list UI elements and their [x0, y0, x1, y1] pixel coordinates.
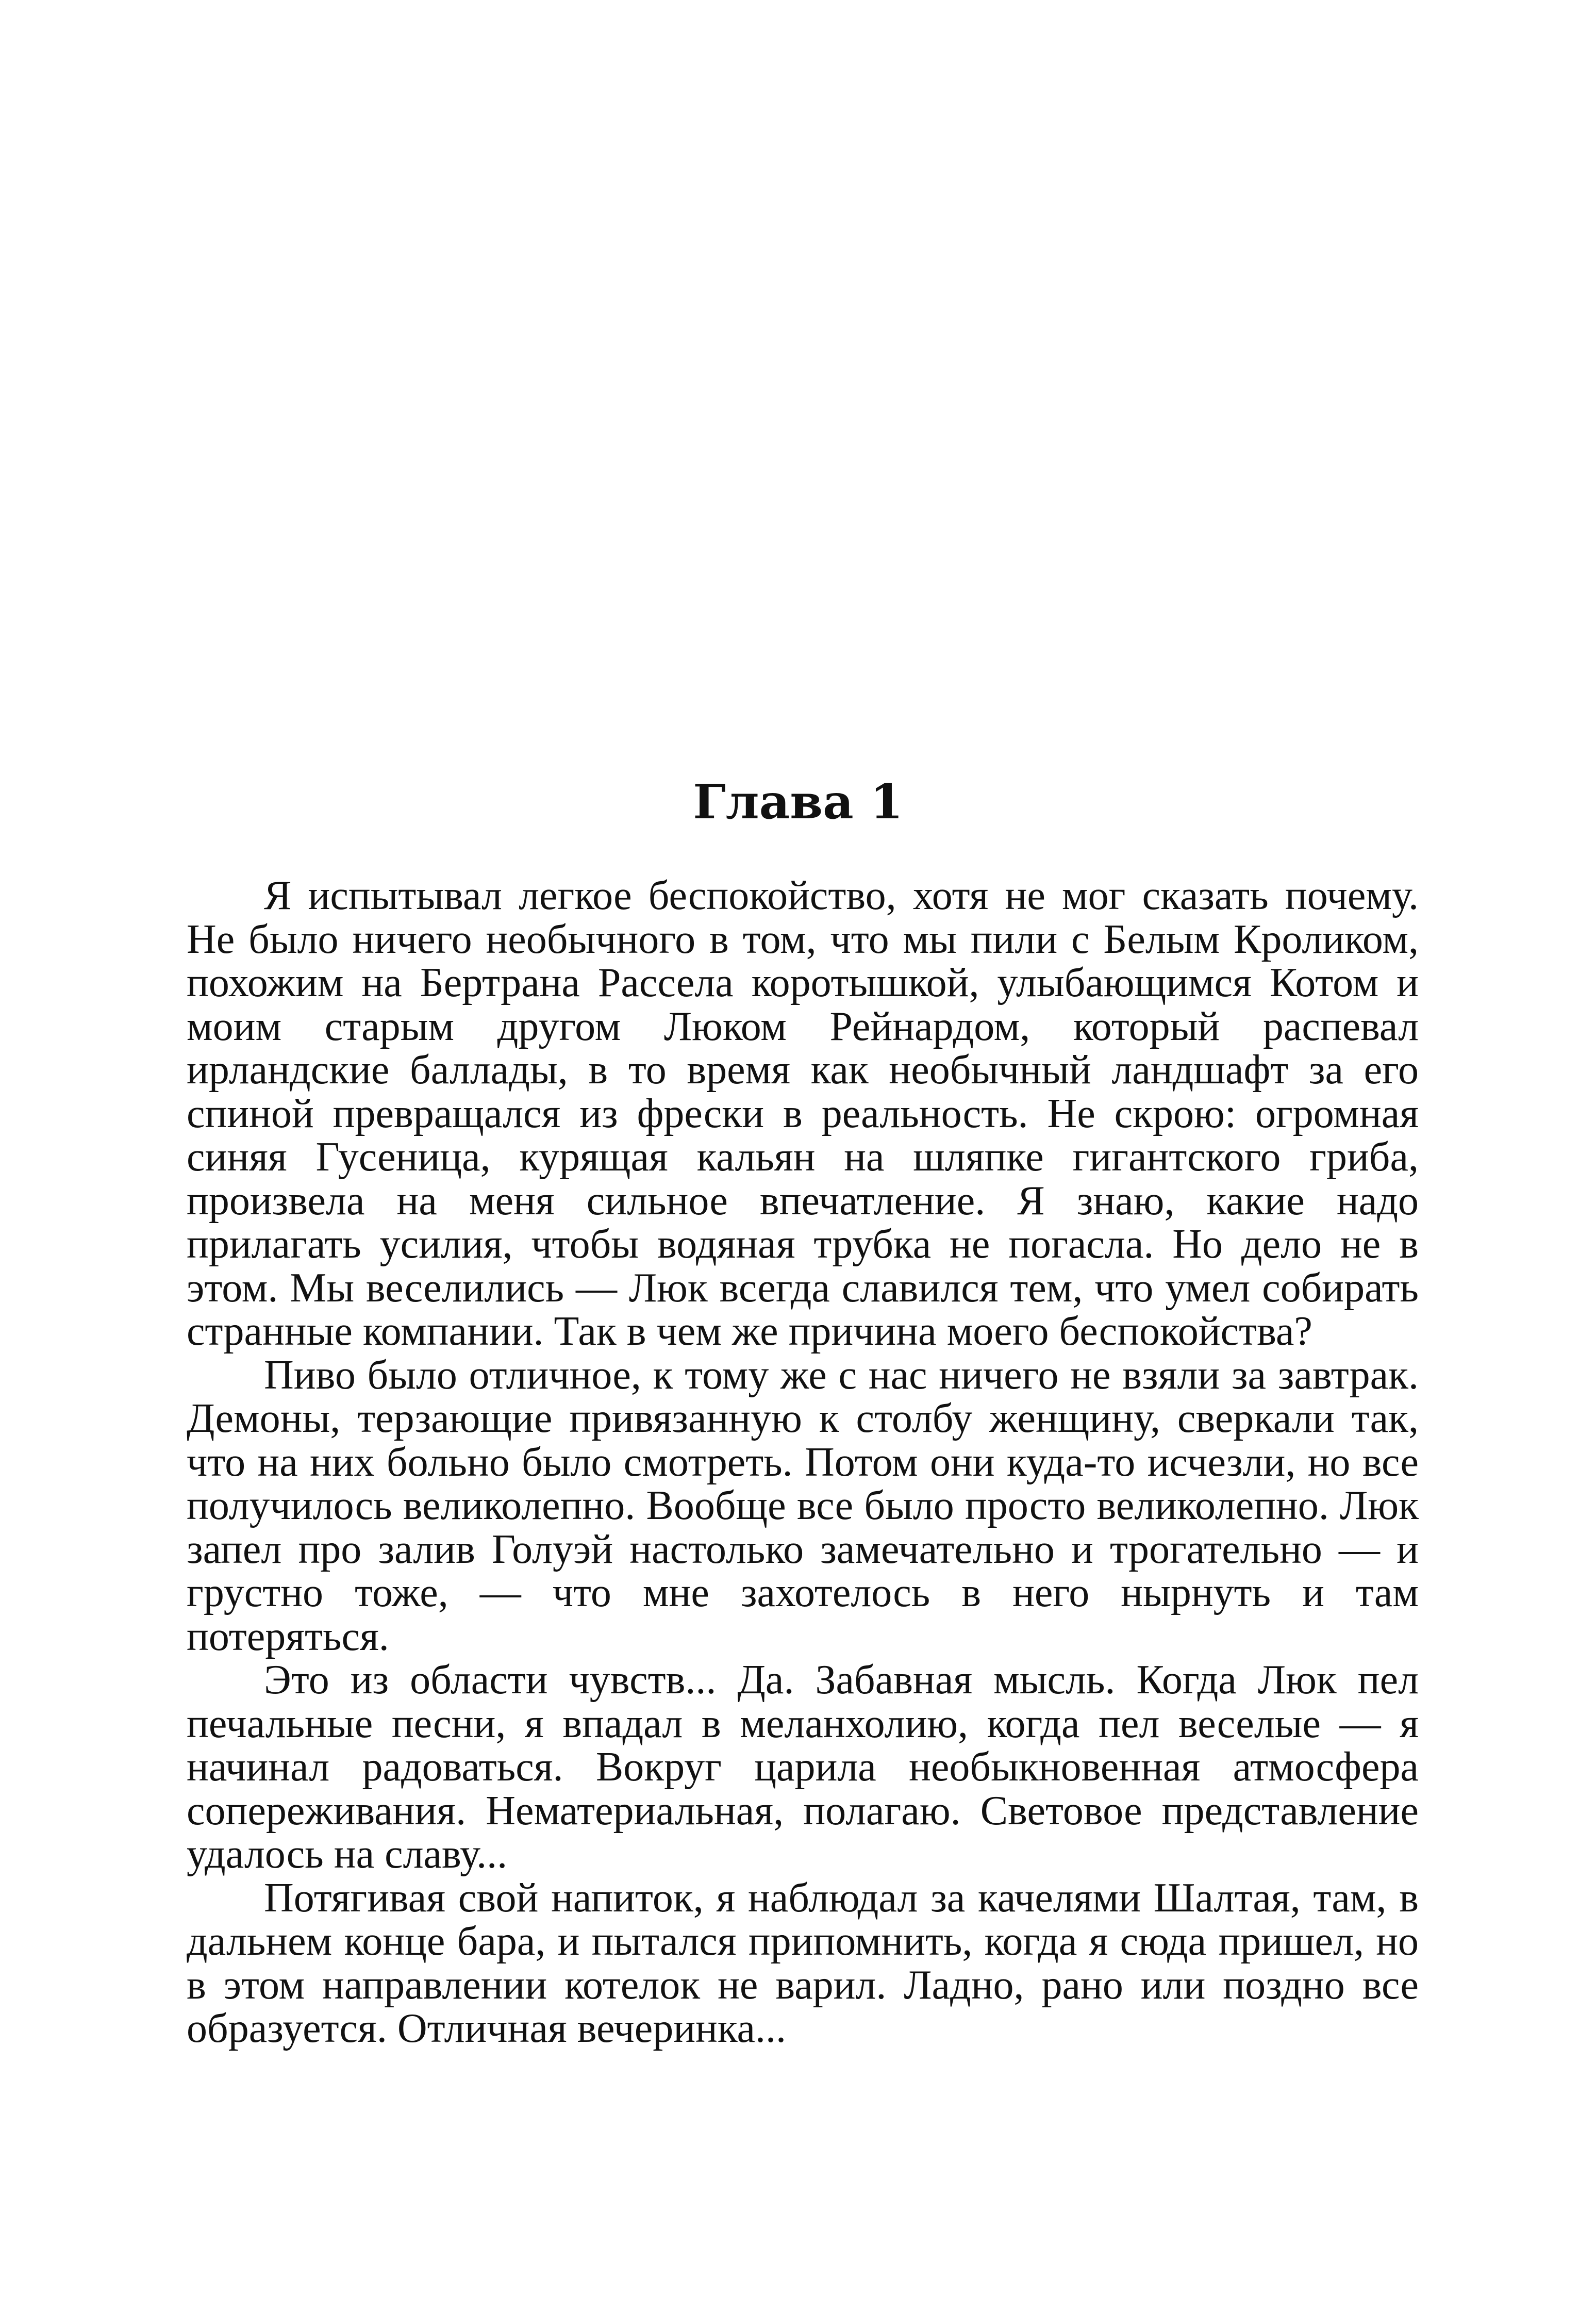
paragraph: Потягивая свой напиток, я наблюдал за качелями Шалтая, там, в дальнем конце бара, и пытался припомнить, когда я сюда пришел, но в этом направлении котелок не варил. Ладно, рано или поздно все образуется. Отличная вечеринка...: [187, 1875, 1419, 2051]
paragraph: Пиво было отличное, к тому же с нас ничего не взяли за завтрак. Демоны, терзающие привязанную к столбу женщину, сверкали так, что на них больно было смотреть. Потом они куда-то исчезли, но все получилось великолепно. Вообще все было просто великолепно. Люк запел про залив Голуэй настолько замечательно и трогательно — и грустно тоже, — что мне захотелось в него нырнуть и там потеряться.: [187, 1352, 1419, 1659]
chapter-body: [187, 874, 1419, 2051]
paragraph: Я испытывал легкое беспокойство, хотя не мог сказать почему. Не было ничего необычного в том, что мы пили с Белым Кроликом, похожим на Бертрана Рассела коротышкой, улыбающимся Котом и моим старым другом Люком Рейнардом, который распевал ирландские баллады, в то время как необычный ландшафт за его спиной превращался из фрески в реальность. Не скрою: огромная синяя Гусеница, курящая кальян на шляпке гигантского гриба, произвела на меня сильное впечатление. Я знаю, какие надо прилагать усилия, чтобы водяная трубка не погасла. Но дело не в этом. Мы веселились — Люк всегда славился тем, что умел собирать странные компании. Так в чем же причина моего беспокойства?: [187, 873, 1419, 1354]
paragraph: Это из области чувств... Да. Забавная мысль. Когда Люк пел печальные песни, я впадал в меланхолию, когда пел веселые — я начинал радоваться. Вокруг царила необыкновенная атмосфера сопереживания. Нематериальная, полагаю. Световое представление удалось на славу...: [187, 1657, 1419, 1877]
chapter-title: Глава 1: [693, 774, 903, 830]
